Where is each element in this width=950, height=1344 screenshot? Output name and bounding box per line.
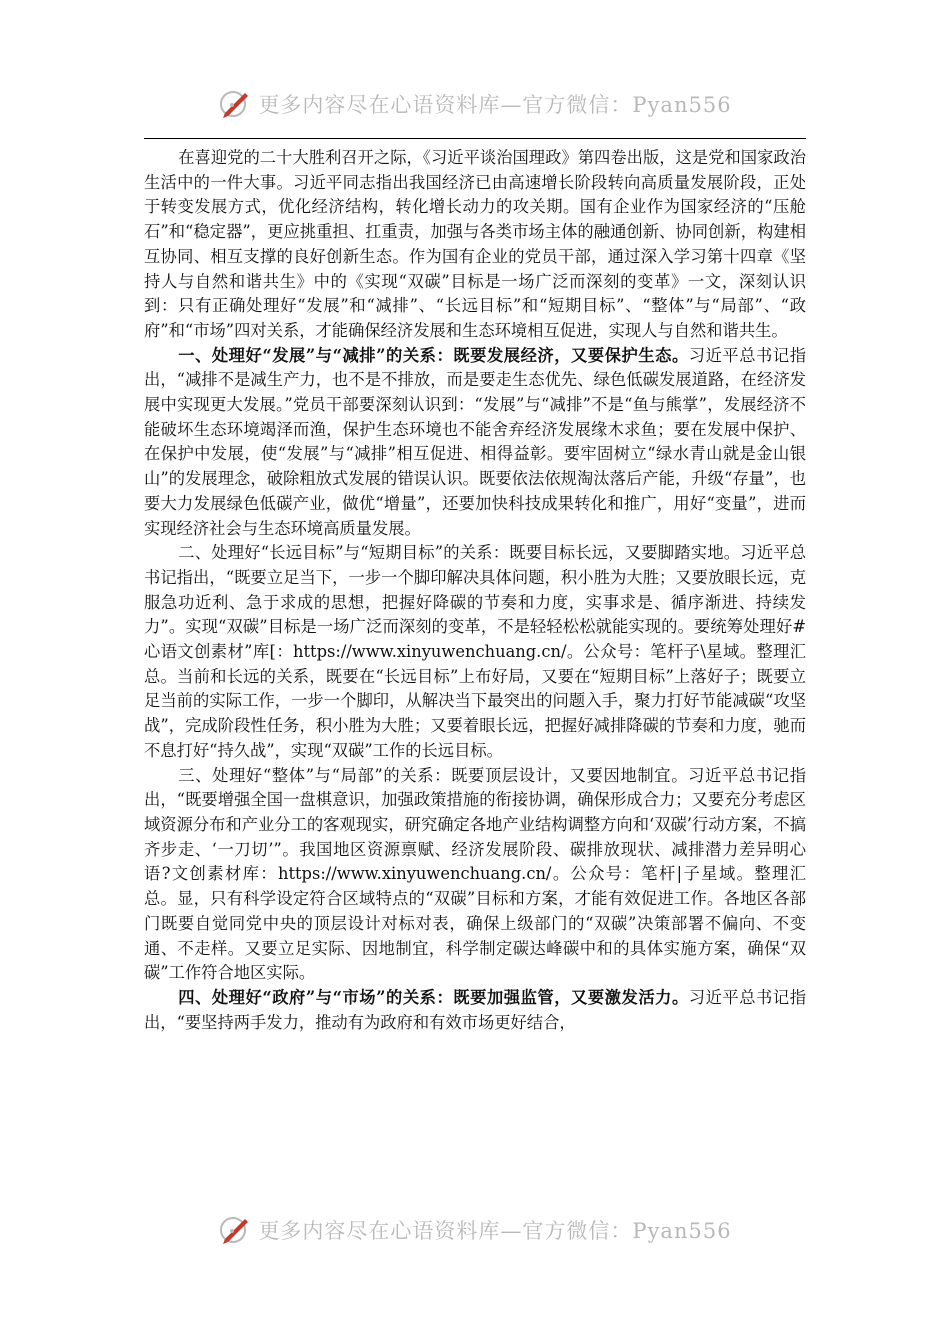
section-1-heading: 一、处理好“发展”与“减排”的关系：既要发展经济，又要保护生态。	[178, 345, 689, 365]
header-divider	[144, 138, 806, 139]
paragraph-intro-text: 在喜迎党的二十大胜利召开之际，《习近平谈治国理政》第四卷出版，这是党和国家政治生活中的一件大事。习近平同志指出我国经济已由高速增长阶段转向高质量发展阶段，正处于转变发展方式，优化经济结构，转化增长动力的攻关期。国有企业作为国家经济的“压舱石”和“稳定器”，更应挑重担、扛重责，加强与各类市场主体的融通创新、协同创新，构建相互协同、相互支撑的良好创新生态。作为国有企业的党员干部，通过深入学习第十四章《坚持人与自然和谐共生》中的《实现“双碳”目标是一场广泛而深刻的变革》一文，深刻认识到：只有正确处理好“发展”和“减排”、“长远目标”和“短期目标”、“整体”与“局部”、“政府”和“市场”四对关系，才能确保经济发展和生态环境相互促进，实现人与自然和谐共生。	[144, 148, 806, 340]
footer-banner	[0, 1214, 950, 1246]
article-body	[144, 146, 806, 1035]
section-2-text: 二、处理好“长远目标”与“短期目标”的关系：既要目标长远，又要脚踏实地。习近平总书记指出，“既要立足当下，一步一个脚印解决具体问题，积小胜为大胜；又要放眼长远，克服急功近利、急于求成的思想，把握好降碳的节奏和力度，实事求是、循序渐进、持续发力”。实现“双碳”目标是一场广泛而深刻的变革，不是轻轻松松就能实现的。要统筹处理好#心语文创素材”库[：https://www.xinyuwenchuang.cn/。公众号：笔杆子\星域。整理汇总。当前和长远的关系，既要在“长远目标”上布好局，又要在“短期目标”上落好子；既要立足当前的实际工作，一步一个脚印，从解决当下最突出的问题入手，聚力打好节能减碳“攻坚战”，完成阶段性任务，积小胜为大胜；又要着眼长远，把握好减排降碳的节奏和力度，驰而不息打好“持久战”，实现“双碳”工作的长远目标。	[144, 543, 806, 760]
section-3-text: 三、处理好“整体”与“局部”的关系：既要顶层设计，又要因地制宜。习近平总书记指出，“既要增强全国一盘棋意识，加强政策措施的衔接协调，确保形成合力；又要充分考虑区域资源分布和产业分工的客观现实，研究确定各地产业结构调整方向和‘双碳’行动方案，不搞齐步走、‘一刀切’”。我国地区资源禀赋、经济发展阶段、碳排放现状、减排潜力差异明心语?文创素材库：https://www.xinyuwenchuang.cn/。公众号：笔杆|子星域。整理汇总。显，只有科学设定符合区域特点的“双碳”目标和方案，才能有效促进工作。各地区各部门既要自觉同党中央的顶层设计对标对表，确保上级部门的“双碳”决策部署不偏向、不变通、不走样。又要立足实际、因地制宜，科学制定碳达峰碳中和的具体实施方案，确保“双碳”工作符合地区实际。	[144, 765, 806, 983]
paragraph-section-1	[144, 344, 806, 542]
section-4-text: 习近平总书记指出，“要坚持两手发力，推动有为政府和有效市场更好结合，	[144, 987, 806, 1032]
paragraph-section-4	[144, 986, 806, 1035]
section-4-heading: 四、处理好“政府”与“市场”的关系：既要加强监管，又要激发活力。	[178, 987, 689, 1007]
footer-banner-text: 更多内容尽在心语资料库—官方微信：Pyan556	[258, 1219, 732, 1243]
header-banner-text: 更多内容尽在心语资料库—官方微信：Pyan556	[258, 93, 732, 117]
pen-seal-icon	[218, 1213, 252, 1247]
paragraph-section-2	[144, 541, 806, 763]
pen-seal-icon	[218, 87, 252, 121]
paragraph-section-3	[144, 764, 806, 986]
paragraph-intro	[144, 146, 806, 344]
header-banner	[0, 88, 950, 120]
section-1-text: 习近平总书记指出，“减排不是减生产力，也不是不排放，而是要走生态优先、绿色低碳发展道路，在经济发展中实现更大发展。”党员干部要深刻认识到：“发展”与“减排”不是“鱼与熊掌”，发展经济不能破坏生态环境竭泽而渔，保护生态环境也不能舍弃经济发展缘木求鱼；要在发展中保护、在保护中发展，使“发展”与“减排”相互促进、相得益彰。要牢固树立“绿水青山就是金山银山”的发展理念，破除粗放式发展的错误认识。既要依法依规淘汰落后产能，升级“存量”，也要大力发展绿色低碳产业，做优“增量”，还要加快科技成果转化和推广，用好“变量”，进而实现经济社会与生态环境高质量发展。	[144, 345, 806, 538]
